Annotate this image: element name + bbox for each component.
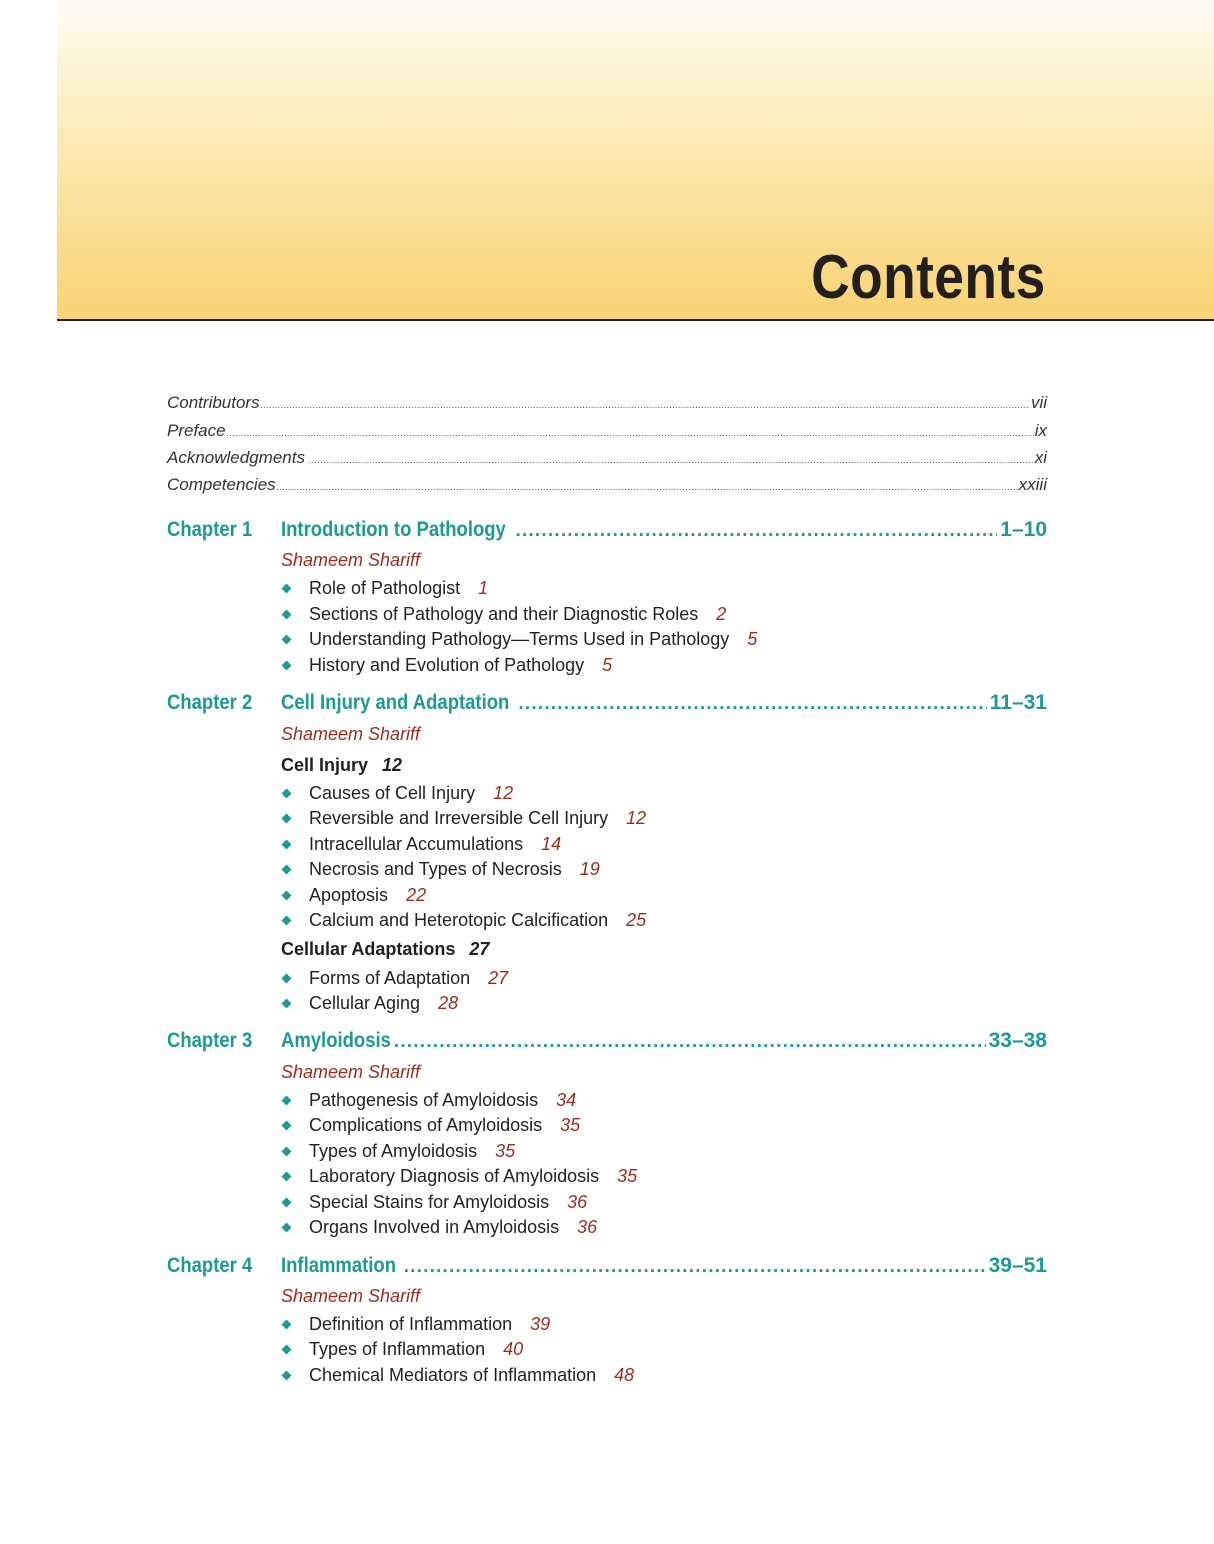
dot-leader: [515, 517, 997, 544]
item-page: 12: [626, 808, 647, 828]
chapter-title: Cell Injury and Adaptation: [281, 691, 510, 714]
diamond-bullet-icon: [282, 788, 292, 798]
diamond-bullet-icon: [282, 1222, 292, 1232]
toc-entry-preface[interactable]: [167, 420, 1047, 444]
chapter-3-entry[interactable]: [281, 1028, 1047, 1055]
toc-item[interactable]: [281, 603, 726, 625]
toc-item[interactable]: [281, 782, 513, 804]
front-matter-page: xxiii: [1018, 475, 1047, 494]
item-title: Complications of Amyloidosis: [309, 1115, 543, 1135]
item-page: 40: [503, 1339, 524, 1359]
diamond-bullet-icon: [282, 1344, 292, 1354]
chapter-author: Shameem Shariff: [281, 550, 421, 570]
diamond-bullet-icon: [282, 813, 292, 823]
item-title: Laboratory Diagnosis of Amyloidosis: [309, 1166, 600, 1186]
subsection-page: 12: [382, 755, 403, 775]
item-title: Causes of Cell Injury: [309, 783, 476, 803]
toc-item[interactable]: [281, 807, 646, 829]
diamond-bullet-icon: [282, 583, 292, 593]
dot-leader: [309, 447, 1034, 471]
item-title: Definition of Inflammation: [309, 1314, 513, 1334]
front-matter-page: ix: [1034, 421, 1047, 440]
toc-item[interactable]: [281, 654, 612, 676]
chapter-author: Shameem Shariff: [281, 724, 421, 744]
subsection-title: Cell Injury: [281, 755, 369, 775]
item-page: 5: [747, 629, 758, 649]
toc-item[interactable]: [281, 1191, 587, 1213]
toc-item[interactable]: [281, 1313, 550, 1335]
front-matter-label: Contributors: [167, 393, 260, 412]
toc-item[interactable]: [281, 1089, 576, 1111]
toc-item[interactable]: [281, 1338, 523, 1360]
chapter-title: Introduction to Pathology: [281, 518, 506, 541]
subsection-heading[interactable]: [281, 938, 489, 960]
item-page: 36: [567, 1192, 588, 1212]
dot-leader: [277, 474, 1018, 498]
chapter-author: Shameem Shariff: [281, 1062, 421, 1082]
item-page: 14: [541, 834, 562, 854]
toc-entry-acknowledgments[interactable]: [167, 447, 1047, 471]
chapter-label: Chapter 3: [167, 1029, 253, 1052]
diamond-bullet-icon: [282, 1120, 292, 1130]
item-page: 25: [626, 910, 647, 930]
item-title: Types of Inflammation: [309, 1339, 486, 1359]
chapter-pages: 1–10: [1000, 518, 1047, 541]
chapter-1-entry[interactable]: [281, 517, 1047, 544]
diamond-bullet-icon: [282, 1146, 292, 1156]
diamond-bullet-icon: [282, 864, 292, 874]
toc-item[interactable]: [281, 577, 488, 599]
item-page: 39: [530, 1314, 551, 1334]
item-title: Intracellular Accumulations: [309, 834, 524, 854]
toc-item[interactable]: [281, 1165, 637, 1187]
diamond-bullet-icon: [282, 890, 292, 900]
item-title: Pathogenesis of Amyloidosis: [309, 1090, 539, 1110]
subsection-title: Cellular Adaptations: [281, 939, 456, 959]
diamond-bullet-icon: [282, 1095, 292, 1105]
toc-entry-contributors[interactable]: [167, 392, 1047, 416]
dot-leader: [404, 1253, 986, 1280]
diamond-bullet-icon: [282, 839, 292, 849]
chapter-pages: 39–51: [988, 1254, 1047, 1277]
item-title: Forms of Adaptation: [309, 968, 471, 988]
item-page: 28: [438, 993, 459, 1013]
toc-item[interactable]: [281, 967, 508, 989]
front-matter-label: Acknowledgments: [167, 448, 305, 467]
toc-item[interactable]: [281, 909, 646, 931]
toc-item[interactable]: [281, 1364, 634, 1386]
item-title: Special Stains for Amyloidosis: [309, 1192, 550, 1212]
toc-item[interactable]: [281, 1216, 597, 1238]
toc-item[interactable]: [281, 1114, 580, 1136]
item-title: Cellular Aging: [309, 993, 421, 1013]
front-matter-page: xi: [1034, 448, 1047, 467]
diamond-bullet-icon: [282, 1319, 292, 1329]
item-title: Necrosis and Types of Necrosis: [309, 859, 562, 879]
chapter-label: Chapter 1: [167, 518, 253, 541]
diamond-bullet-icon: [282, 1370, 292, 1380]
item-title: Types of Amyloidosis: [309, 1141, 478, 1161]
dot-leader: [261, 392, 1030, 416]
diamond-bullet-icon: [282, 1171, 292, 1181]
item-page: 35: [495, 1141, 516, 1161]
chapter-author: Shameem Shariff: [281, 1286, 421, 1306]
subsection-page: 27: [469, 939, 490, 959]
toc-item[interactable]: [281, 858, 600, 880]
toc-item[interactable]: [281, 1140, 515, 1162]
item-page: 2: [716, 604, 727, 624]
toc-item[interactable]: [281, 884, 426, 906]
page-title: Contents: [811, 243, 1046, 312]
chapter-pages: 11–31: [989, 691, 1047, 714]
item-page: 35: [560, 1115, 581, 1135]
front-matter-label: Competencies: [167, 475, 276, 494]
dot-leader: [518, 690, 986, 717]
toc-entry-competencies[interactable]: [167, 474, 1047, 498]
item-title: Sections of Pathology and their Diagnostic Roles: [309, 604, 699, 624]
toc-item[interactable]: [281, 992, 458, 1014]
item-title: Reversible and Irreversible Cell Injury: [309, 808, 609, 828]
item-title: Apoptosis: [309, 885, 389, 905]
diamond-bullet-icon: [282, 634, 292, 644]
dot-leader: [227, 420, 1034, 444]
item-page: 36: [577, 1217, 598, 1237]
subsection-heading[interactable]: [281, 754, 402, 776]
toc-item[interactable]: [281, 628, 757, 650]
chapter-title: Inflammation: [281, 1254, 397, 1277]
item-page: 34: [556, 1090, 577, 1110]
item-page: 5: [602, 655, 613, 675]
diamond-bullet-icon: [282, 915, 292, 925]
chapter-label: Chapter 2: [167, 691, 253, 714]
item-page: 48: [614, 1365, 635, 1385]
item-title: Calcium and Heterotopic Calcification: [309, 910, 609, 930]
diamond-bullet-icon: [282, 998, 292, 1008]
item-page: 12: [493, 783, 514, 803]
item-page: 35: [617, 1166, 638, 1186]
diamond-bullet-icon: [282, 660, 292, 670]
chapter-pages: 33–38: [988, 1029, 1047, 1052]
item-title: History and Evolution of Pathology: [309, 655, 585, 675]
item-title: Organs Involved in Amyloidosis: [309, 1217, 560, 1237]
diamond-bullet-icon: [282, 1197, 292, 1207]
item-title: Chemical Mediators of Inflammation: [309, 1365, 597, 1385]
chapter-4-entry[interactable]: [281, 1253, 1047, 1280]
diamond-bullet-icon: [282, 609, 292, 619]
chapter-2-entry[interactable]: [281, 690, 1047, 717]
item-page: 22: [406, 885, 427, 905]
item-title: Role of Pathologist: [309, 578, 461, 598]
chapter-label: Chapter 4: [167, 1254, 253, 1277]
toc-item[interactable]: [281, 833, 561, 855]
diamond-bullet-icon: [282, 973, 292, 983]
front-matter-page: vii: [1030, 393, 1047, 412]
chapter-title: Amyloidosis: [281, 1029, 391, 1052]
item-page: 1: [478, 578, 489, 598]
item-page: 27: [488, 968, 509, 988]
dot-leader: [394, 1028, 986, 1055]
item-page: 19: [579, 859, 600, 879]
front-matter-label: Preface: [167, 421, 226, 440]
item-title: Understanding Pathology—Terms Used in Pathology: [309, 629, 730, 649]
